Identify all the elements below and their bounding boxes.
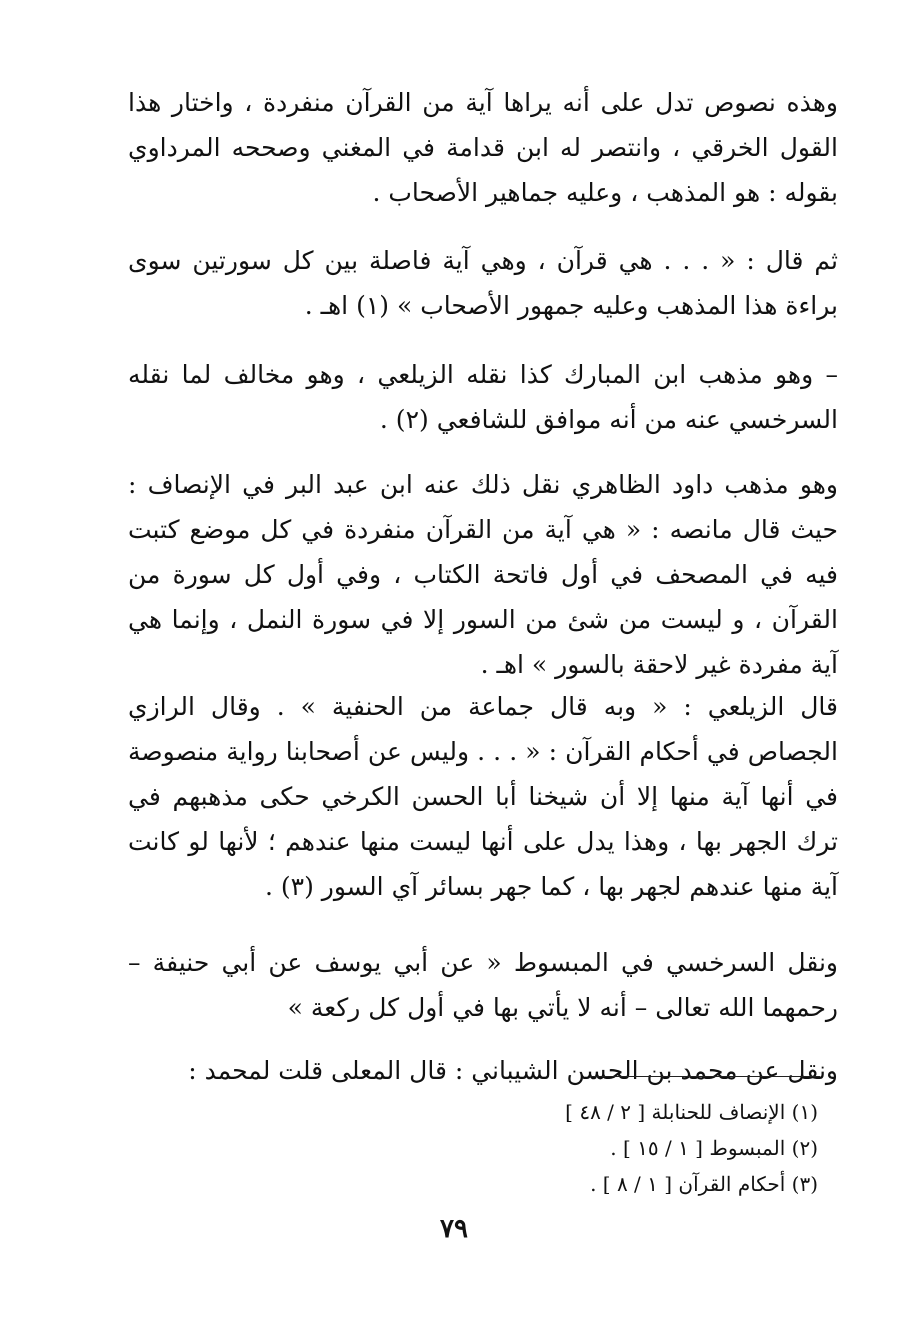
page-number: ٧٩ (440, 1214, 468, 1244)
paragraph-6: ونقل السرخسي في المبسوط « عن أبي يوسف عن أبي حنيفة –رحمهما الله تعالى – أنه لا يأتي بها في أول كل ركعة » (128, 948, 838, 1022)
paragraph-7: ونقل عن محمد بن الحسن الشيباني : قال المعلى قلت لمحمد : (188, 1056, 838, 1085)
paragraph-4: وهو مذهب داود الظاهري نقل ذلك عنه ابن عبد البر في الإنصاف : حيث قال مانصه : « هي آية من القرآن منفردة في كل موضع كتبت فيه في المصحف في أول فاتحة الكتاب ، وفي أول كل سورة من القرآن ، و ليست من شئ من السور إلا في سورة النمل ، وإنما هي آية مفردة غير لاحقة بالسور » اهـ . (128, 470, 838, 679)
footnotes (398, 1094, 818, 1202)
footnote-2: (٢) المبسوط [ ١ / ١٥ ] . (610, 1136, 818, 1160)
paragraph-3: – وهو مذهب ابن المبارك كذا نقله الزيلعي ، وهو مخالف لما نقله السرخسي عنه من أنه موافق للشافعي (٢) . (128, 360, 838, 434)
paragraph-5: قال الزيلعي : « وبه قال جماعة من الحنفية » . وقال الرازي الجصاص في أحكام القرآن : « . . . وليس عن أصحابنا رواية منصوصة في أنها آية منها إلا أن شيخنا أبا الحسن الكرخي حكى مذهبهم في ترك الجهر بها ، وهذا يدل على أنها ليست منها عندهم ؛ لأنها لو كانت آية منها عندهم لجهر بها ، كما جهر بسائر آي السور (٣) . (128, 692, 838, 901)
paragraph-1: وهذه نصوص تدل على أنه يراها آية من القرآن منفردة ، واختار هذا القول الخرقي ، وانتصر له ابن قدامة في المغني وصححه المرداوي بقوله : هو المذهب ، وعليه جماهير الأصحاب . (128, 88, 838, 207)
paragraph-2: ثم قال : « . . . هي قرآن ، وهي آية فاصلة بين كل سورتين سوى براءة هذا المذهب وعليه جمهور الأصحاب » (١) اهـ . (128, 246, 838, 320)
footnote-separator (590, 1076, 820, 1077)
footnote-3: (٣) أحكام القرآن [ ١ / ٨ ] . (590, 1172, 818, 1196)
footnote-1: (١) الإنصاف للحنابلة [ ٢ / ٤٨ ] (565, 1100, 818, 1124)
